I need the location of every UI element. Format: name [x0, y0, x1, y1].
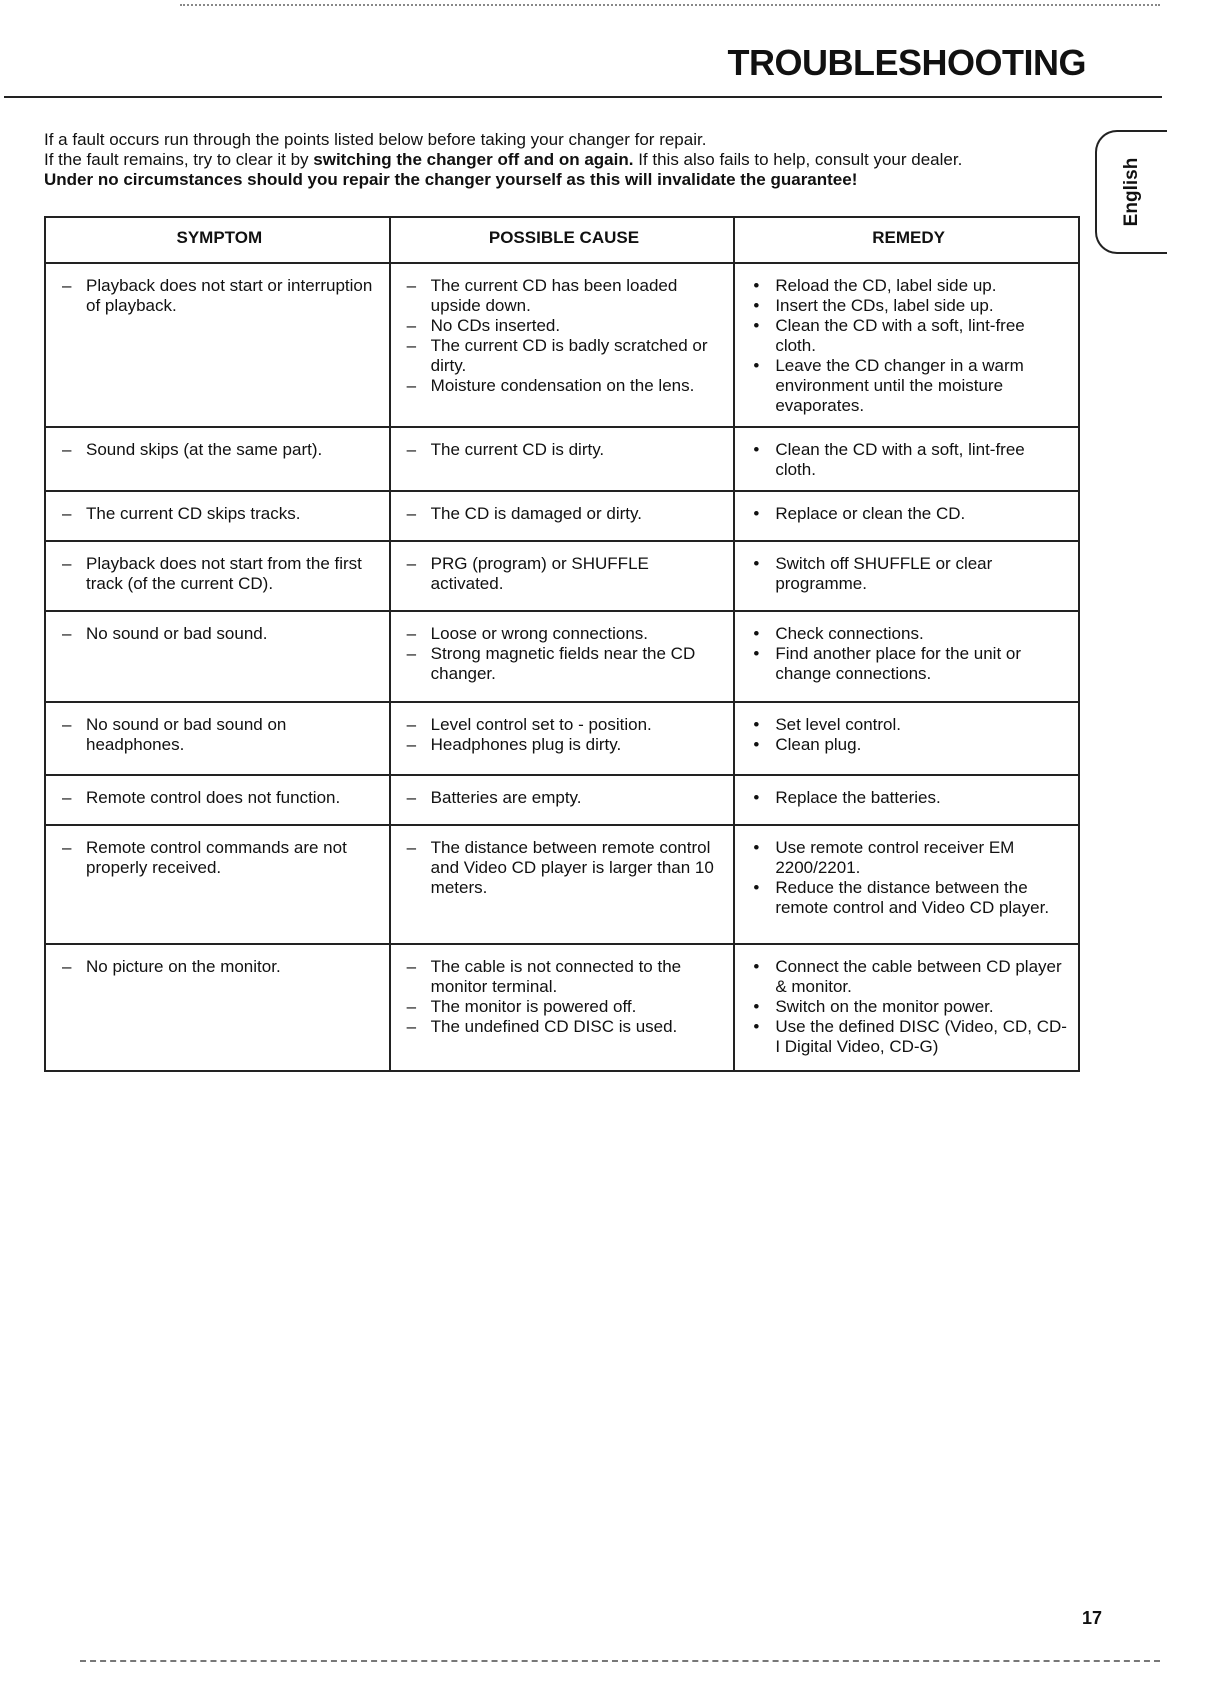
remedy-item: • Find another place for the unit or change connections. [749, 644, 1068, 684]
cause-list [405, 788, 724, 808]
table-row [45, 263, 1079, 427]
remedy-item: • Replace or clean the CD. [749, 504, 1068, 524]
cause-list [405, 838, 724, 898]
intro-warning [44, 170, 1044, 190]
symptom-cell [45, 702, 390, 775]
symptom-list [60, 554, 379, 594]
symptom-cell [45, 541, 390, 611]
cause-item: – The current CD has been loaded upside down. [405, 276, 724, 316]
intro-line-1: If a fault occurs run through the points listed below before taking your changer for repair. [44, 130, 707, 149]
remedy-item: • Reload the CD, label side up. [749, 276, 1068, 296]
cause-item: – Loose or wrong connections. [405, 624, 724, 644]
symptom-item: – Playback does not start from the first track (of the current CD). [60, 554, 379, 594]
remedy-cell [734, 775, 1079, 825]
cause-list [405, 440, 724, 460]
language-tab [1095, 130, 1167, 254]
symptom-cell [45, 491, 390, 541]
remedy-list [749, 957, 1068, 1057]
remedy-list [749, 838, 1068, 918]
remedy-list [749, 554, 1068, 594]
cause-item: – Batteries are empty. [405, 788, 724, 808]
cause-cell [390, 611, 735, 702]
remedy-item: • Reduce the distance between the remote control and Video CD player. [749, 878, 1068, 918]
symptom-list [60, 957, 379, 977]
cause-item: – Strong magnetic fields near the CD changer. [405, 644, 724, 684]
table-row [45, 427, 1079, 491]
remedy-list [749, 624, 1068, 684]
table-row [45, 611, 1079, 702]
remedy-cell [734, 944, 1079, 1071]
table-row [45, 702, 1079, 775]
remedy-item: • Use remote control receiver EM 2200/2201. [749, 838, 1068, 878]
table-row [45, 541, 1079, 611]
cause-item: – The current CD is badly scratched or dirty. [405, 336, 724, 376]
table-row [45, 775, 1079, 825]
intro-line-2-pre: If the fault remains, try to clear it by [44, 150, 314, 169]
remedy-cell [734, 263, 1079, 427]
cause-cell [390, 944, 735, 1071]
cause-cell [390, 702, 735, 775]
cause-item: – The distance between remote control and Video CD player is larger than 10 meters. [405, 838, 724, 898]
remedy-list [749, 440, 1068, 480]
cause-list [405, 554, 724, 594]
header-remedy: REMEDY [734, 217, 1079, 263]
remedy-list [749, 276, 1068, 416]
intro-line-2-bold: switching the changer off and on again. [313, 150, 634, 169]
symptom-cell [45, 427, 390, 491]
intro-line-2 [44, 150, 1044, 170]
remedy-list [749, 504, 1068, 524]
symptom-list [60, 788, 379, 808]
remedy-item: • Clean the CD with a soft, lint-free cloth. [749, 440, 1068, 480]
symptom-list [60, 624, 379, 644]
remedy-item: • Set level control. [749, 715, 1068, 735]
symptom-list [60, 440, 379, 460]
page-number: 17 [1082, 1608, 1103, 1628]
intro-line-2-post: If this also fails to help, consult your dealer. [633, 150, 963, 169]
header-cause: POSSIBLE CAUSE [390, 217, 735, 263]
cause-item: – The current CD is dirty. [405, 440, 724, 460]
cause-cell [390, 491, 735, 541]
table-row [45, 825, 1079, 944]
remedy-cell [734, 611, 1079, 702]
cause-item: – The undefined CD DISC is used. [405, 1017, 724, 1037]
cause-cell [390, 427, 735, 491]
cause-item: – Moisture condensation on the lens. [405, 376, 724, 396]
cause-cell [390, 825, 735, 944]
symptom-cell [45, 775, 390, 825]
remedy-list [749, 715, 1068, 755]
cause-item: – The cable is not connected to the monitor terminal. [405, 957, 724, 997]
remedy-item: • Switch off SHUFFLE or clear programme. [749, 554, 1068, 594]
remedy-item: • Use the defined DISC (Video, CD, CD-I Digital Video, CD-G) [749, 1017, 1068, 1057]
remedy-list [749, 788, 1068, 808]
warning-text: Under no circumstances should you repair the changer yourself as this will invalidate the guarantee! [44, 170, 858, 189]
symptom-item: – Playback does not start or interruption of playback. [60, 276, 379, 316]
symptom-list [60, 715, 379, 755]
cause-item: – No CDs inserted. [405, 316, 724, 336]
symptom-cell [45, 611, 390, 702]
symptom-list [60, 838, 379, 878]
cause-list [405, 276, 724, 396]
remedy-cell [734, 825, 1079, 944]
symptom-cell [45, 263, 390, 427]
cause-item: – PRG (program) or SHUFFLE activated. [405, 554, 724, 594]
symptom-list [60, 276, 379, 316]
scan-artifact-top [180, 4, 1160, 10]
remedy-item: • Check connections. [749, 624, 1068, 644]
remedy-item: • Insert the CDs, label side up. [749, 296, 1068, 316]
symptom-item: – The current CD skips tracks. [60, 504, 379, 524]
scan-artifact-bottom [80, 1660, 1160, 1666]
header-symptom: SYMPTOM [45, 217, 390, 263]
cause-list [405, 624, 724, 684]
cause-item: – The monitor is powered off. [405, 997, 724, 1017]
symptom-item: – Sound skips (at the same part). [60, 440, 379, 460]
troubleshooting-table [44, 216, 1080, 1072]
intro-text [44, 130, 1044, 190]
symptom-list [60, 504, 379, 524]
cause-cell [390, 775, 735, 825]
symptom-item: – Remote control does not function. [60, 788, 379, 808]
remedy-item: • Switch on the monitor power. [749, 997, 1068, 1017]
title-rule [4, 96, 1162, 98]
symptom-cell [45, 825, 390, 944]
remedy-cell [734, 427, 1079, 491]
remedy-item: • Clean the CD with a soft, lint-free cloth. [749, 316, 1068, 356]
symptom-item: – No sound or bad sound. [60, 624, 379, 644]
remedy-cell [734, 541, 1079, 611]
page-title: TROUBLESHOOTING [727, 42, 1086, 83]
table-row [45, 944, 1079, 1071]
language-label: English [1121, 157, 1142, 227]
remedy-item: • Connect the cable between CD player & monitor. [749, 957, 1068, 997]
remedy-item: • Replace the batteries. [749, 788, 1068, 808]
remedy-item: • Clean plug. [749, 735, 1068, 755]
cause-cell [390, 263, 735, 427]
cause-list [405, 504, 724, 524]
cause-list [405, 957, 724, 1037]
symptom-item: – Remote control commands are not properly received. [60, 838, 379, 878]
cause-item: – Headphones plug is dirty. [405, 735, 724, 755]
symptom-item: – No sound or bad sound on headphones. [60, 715, 379, 755]
cause-item: – The CD is damaged or dirty. [405, 504, 724, 524]
cause-item: – Level control set to - position. [405, 715, 724, 735]
cause-list [405, 715, 724, 755]
cause-cell [390, 541, 735, 611]
remedy-item: • Leave the CD changer in a warm environment until the moisture evaporates. [749, 356, 1068, 416]
remedy-cell [734, 491, 1079, 541]
remedy-cell [734, 702, 1079, 775]
symptom-cell [45, 944, 390, 1071]
table-row [45, 491, 1079, 541]
symptom-item: – No picture on the monitor. [60, 957, 379, 977]
